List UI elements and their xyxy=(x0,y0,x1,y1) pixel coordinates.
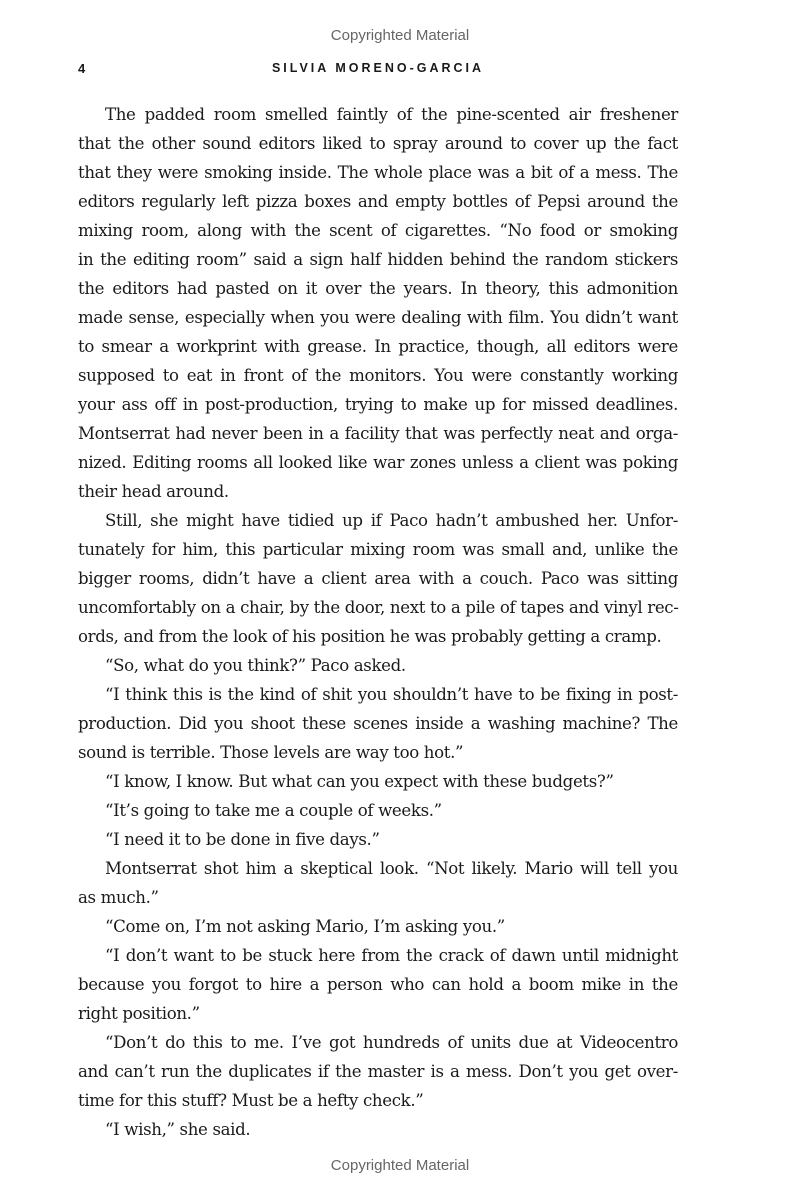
text-line: The padded room smelled faintly of the pine-scented air freshener xyxy=(105,105,678,124)
paragraph xyxy=(78,941,678,1028)
paragraph xyxy=(78,680,678,767)
text-line: as much.” xyxy=(78,888,159,907)
text-line: production. Did you shoot these scenes inside a washing machine? The xyxy=(78,714,678,733)
text-line: time for this stuff? Must be a hefty check.” xyxy=(78,1091,424,1110)
text-line: “It’s going to take me a couple of weeks.” xyxy=(105,801,442,820)
paragraph xyxy=(78,1028,678,1115)
paragraph xyxy=(78,854,678,912)
text-line: mixing room, along with the scent of cigarettes. “No food or smoking xyxy=(78,221,678,240)
text-line: right position.” xyxy=(78,1004,200,1023)
text-line: “Come on, I’m not asking Mario, I’m asking you.” xyxy=(105,917,505,936)
text-line: Montserrat shot him a skeptical look. “Not likely. Mario will tell you xyxy=(105,859,678,878)
text-line: uncomfortably on a chair, by the door, next to a pile of tapes and vinyl rec- xyxy=(78,598,679,617)
text-line: in the editing room” said a sign half hidden behind the random stickers xyxy=(78,250,678,269)
text-line: your ass off in post-production, trying to make up for missed deadlines. xyxy=(78,395,678,414)
text-line: because you forgot to hire a person who can hold a boom mike in the xyxy=(78,975,678,994)
paragraph xyxy=(78,796,678,825)
paragraph xyxy=(78,651,678,680)
paragraph xyxy=(78,100,678,506)
watermark-bottom: Copyrighted Material xyxy=(330,1157,470,1174)
text-line: to smear a workprint with grease. In practice, though, all editors were xyxy=(78,337,678,356)
text-line: sound is terrible. Those levels are way too hot.” xyxy=(78,743,464,762)
paragraph xyxy=(78,912,678,941)
text-line: “I don’t want to be stuck here from the crack of dawn until midnight xyxy=(105,946,678,965)
text-line: their head around. xyxy=(78,482,229,501)
body-text xyxy=(78,100,678,1144)
text-line: supposed to eat in front of the monitors. You were constantly working xyxy=(78,366,678,385)
text-line: tunately for him, this particular mixing room was small and, unlike the xyxy=(78,540,678,559)
text-line: “So, what do you think?” Paco asked. xyxy=(105,656,406,675)
paragraph xyxy=(78,825,678,854)
text-line: “I need it to be done in five days.” xyxy=(105,830,380,849)
text-line: “I know, I know. But what can you expect with these budgets?” xyxy=(105,772,614,791)
text-line: nized. Editing rooms all looked like war zones unless a client was poking xyxy=(78,453,678,472)
text-line: and can’t run the duplicates if the master is a mess. Don’t you get over- xyxy=(78,1062,678,1081)
text-line: that the other sound editors liked to spray around to cover up the fact xyxy=(78,134,678,153)
text-line: “I wish,” she said. xyxy=(105,1120,251,1139)
running-head xyxy=(78,61,678,81)
text-line: that they were smoking inside. The whole place was a bit of a mess. The xyxy=(78,163,678,182)
watermark-top: Copyrighted Material xyxy=(330,27,470,44)
paragraph xyxy=(78,767,678,796)
text-line: Still, she might have tidied up if Paco hadn’t ambushed her. Unfor- xyxy=(105,511,678,530)
text-line: “Don’t do this to me. I’ve got hundreds of units due at Videocentro xyxy=(105,1033,678,1052)
text-line: the editors had pasted on it over the years. In theory, this admonition xyxy=(78,279,678,298)
text-line: editors regularly left pizza boxes and empty bottles of Pepsi around the xyxy=(78,192,678,211)
text-line: made sense, especially when you were dealing with film. You didn’t want xyxy=(78,308,678,327)
text-line: ords, and from the look of his position he was probably getting a cramp. xyxy=(78,627,662,646)
paragraph xyxy=(78,506,678,651)
text-line: “I think this is the kind of shit you shouldn’t have to be fixing in post- xyxy=(105,685,678,704)
text-line: bigger rooms, didn’t have a client area with a couch. Paco was sitting xyxy=(78,569,678,588)
running-head-author: SILVIA MORENO-GARCIA xyxy=(271,61,485,75)
text-line: Montserrat had never been in a facility that was perfectly neat and orga- xyxy=(78,424,678,443)
paragraph xyxy=(78,1115,678,1144)
page-number: 4 xyxy=(78,61,86,76)
